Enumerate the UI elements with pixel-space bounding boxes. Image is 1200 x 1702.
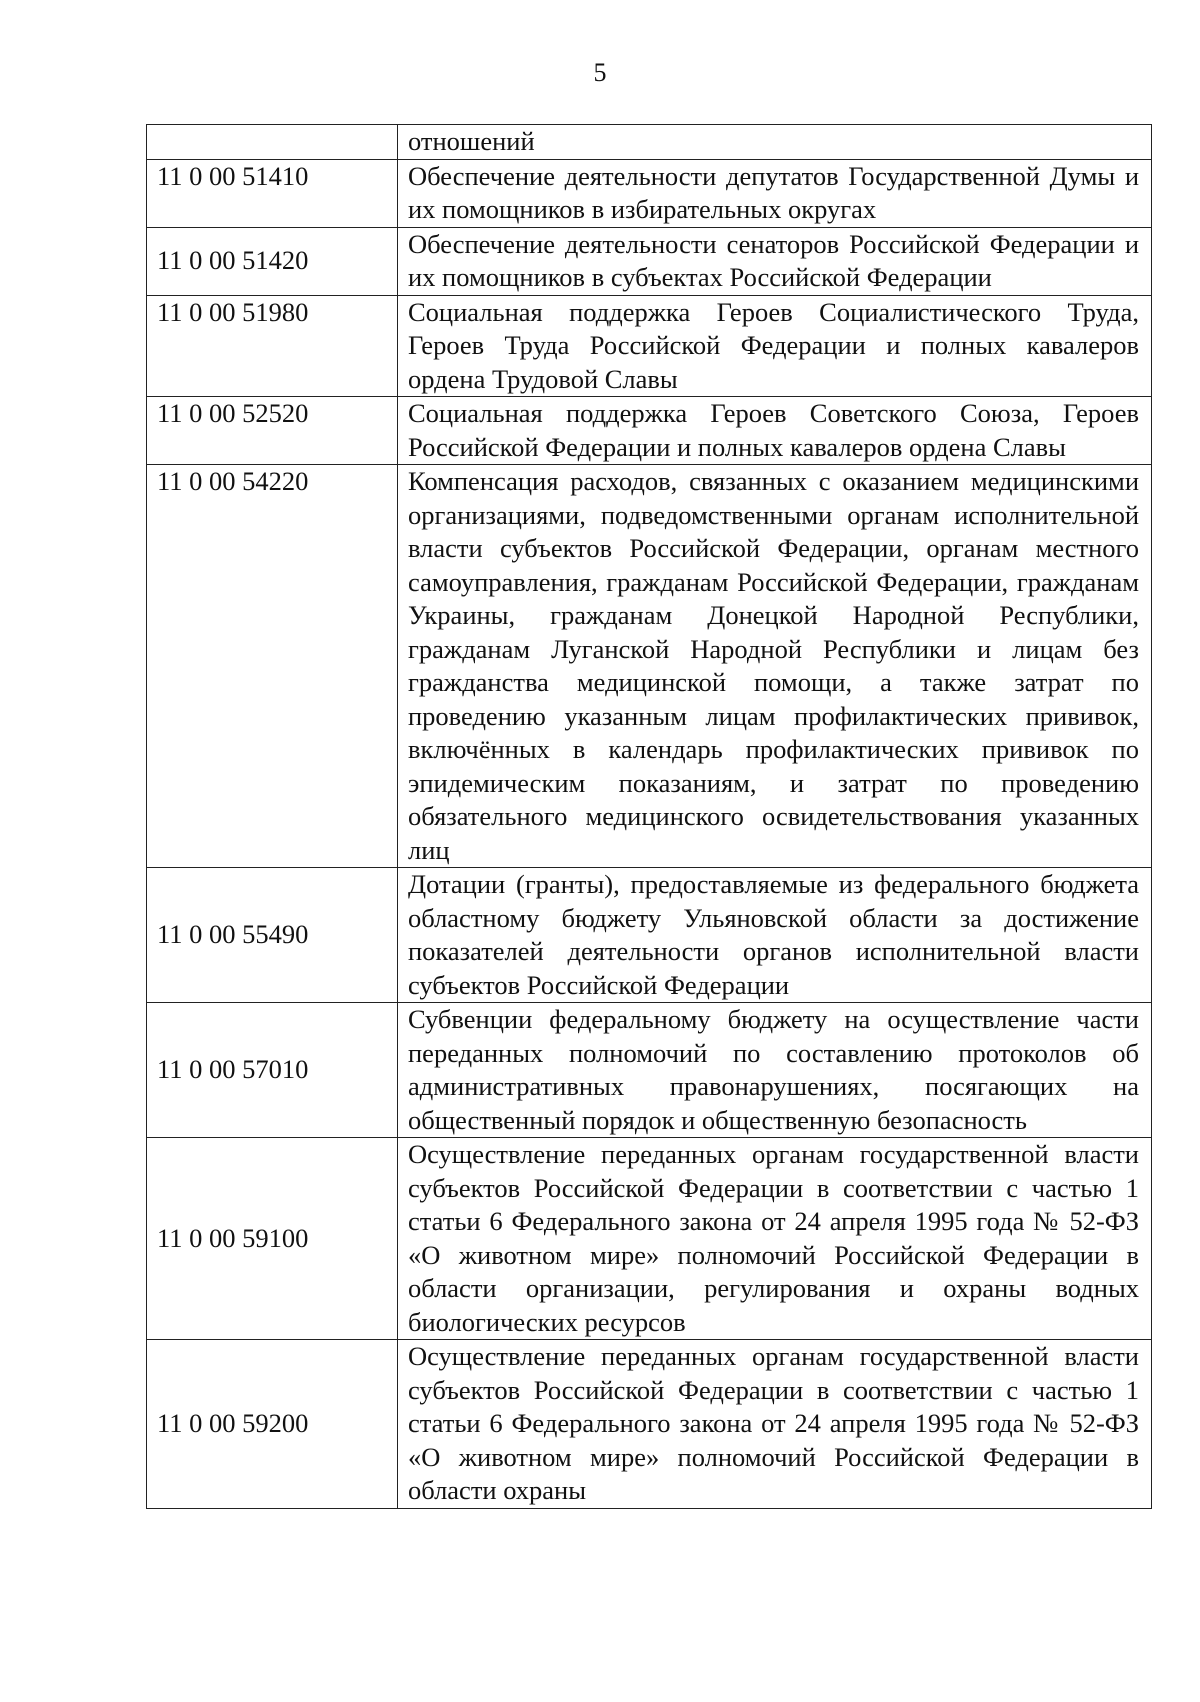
table-row xyxy=(147,1003,1152,1138)
budget-code-cell: 11 0 00 51420 xyxy=(147,227,398,295)
table-row xyxy=(147,227,1152,295)
description-cell: отношений xyxy=(398,125,1152,160)
budget-code-cell: 11 0 00 59100 xyxy=(147,1138,398,1340)
description-cell: Компенсация расходов, связанных с оказанием медицинскими организациями, подведомственными органам исполнительной власти субъектов Российской Федерации, органам местного самоуправления, гражданам Российской Федерации, гражданам Украины, гражданам Донецкой Народной Республики, гражданам Луганской Народной Республики и лицам без гражданства медицинской помощи, а также затрат по проведению указанным лицам профилактических прививок, включённых в календарь профилактических прививок по эпидемическим показаниям, и затрат по проведению обязательного медицинского освидетельствования указанных лиц xyxy=(398,465,1152,868)
table-row xyxy=(147,868,1152,1003)
table-row xyxy=(147,125,1152,160)
budget-code-cell: 11 0 00 54220 xyxy=(147,465,398,868)
budget-code-cell: 11 0 00 57010 xyxy=(147,1003,398,1138)
description-cell: Осуществление переданных органам государственной власти субъектов Российской Федерации в соответствии с частью 1 статьи 6 Федерального закона от 24 апреля 1995 года № 52-ФЗ «О животном мире» полномочий Российской Федерации в области охраны xyxy=(398,1340,1152,1509)
budget-code-cell xyxy=(147,125,398,160)
budget-code-cell: 11 0 00 52520 xyxy=(147,397,398,465)
description-cell: Социальная поддержка Героев Советского Союза, Героев Российской Федерации и полных кавалеров ордена Славы xyxy=(398,397,1152,465)
page-number: 5 xyxy=(593,58,607,87)
table-row xyxy=(147,159,1152,227)
description-cell: Субвенции федеральному бюджету на осуществление части переданных полномочий по составлению протоколов об административных правонарушениях, посягающих на общественный порядок и общественную безопасность xyxy=(398,1003,1152,1138)
budget-codes-table xyxy=(146,124,1152,1509)
description-cell: Социальная поддержка Героев Социалистического Труда, Героев Труда Российской Федерации и полных кавалеров ордена Трудовой Славы xyxy=(398,295,1152,397)
budget-code-cell: 11 0 00 51980 xyxy=(147,295,398,397)
budget-code-cell: 11 0 00 59200 xyxy=(147,1340,398,1509)
table-row xyxy=(147,1138,1152,1340)
description-cell: Обеспечение деятельности сенаторов Российской Федерации и их помощников в субъектах Российской Федерации xyxy=(398,227,1152,295)
description-cell: Осуществление переданных органам государственной власти субъектов Российской Федерации в соответствии с частью 1 статьи 6 Федерального закона от 24 апреля 1995 года № 52-ФЗ «О животном мире» полномочий Российской Федерации в области организации, регулирования и охраны водных биологических ресурсов xyxy=(398,1138,1152,1340)
table-row xyxy=(147,1340,1152,1509)
table-row xyxy=(147,397,1152,465)
table-row xyxy=(147,465,1152,868)
table-row xyxy=(147,295,1152,397)
budget-code-cell: 11 0 00 55490 xyxy=(147,868,398,1003)
description-cell: Дотации (гранты), предоставляемые из федерального бюджета областному бюджету Ульяновской области за достижение показателей деятельности органов исполнительной власти субъектов Российской Федерации xyxy=(398,868,1152,1003)
description-cell: Обеспечение деятельности депутатов Государственной Думы и их помощников в избирательных округах xyxy=(398,159,1152,227)
budget-code-cell: 11 0 00 51410 xyxy=(147,159,398,227)
